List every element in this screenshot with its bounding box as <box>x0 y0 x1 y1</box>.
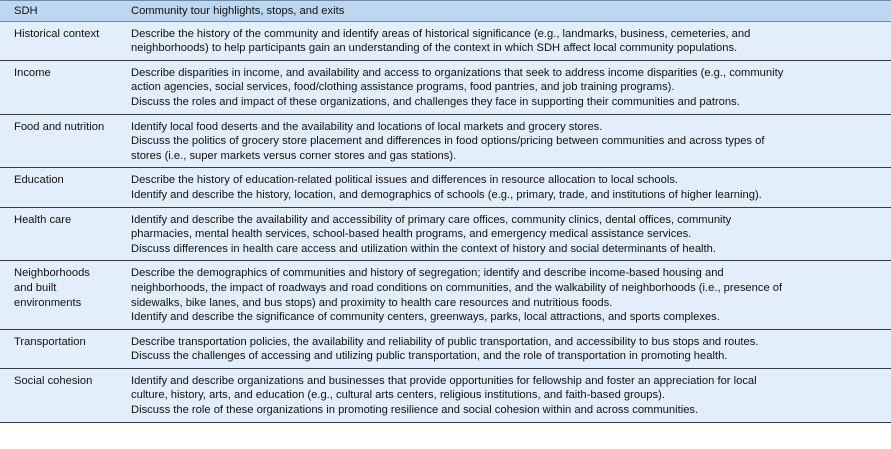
description-line: Discuss the politics of grocery store placement and differences in food options/pricing between communities and across types of <box>131 135 765 148</box>
sdh-category-cell <box>0 60 117 114</box>
description-line: Describe the demographics of communities and history of segregation; identify and describe income-based housing and <box>131 267 724 280</box>
table-body <box>0 21 891 422</box>
table-row <box>0 60 891 114</box>
table-row <box>0 261 891 329</box>
tour-description-cell <box>117 207 891 261</box>
description-line: neighborhoods, the impact of roadways and road conditions on communities, and the walkability of neighborhoods (i.e., presence of <box>131 281 783 294</box>
description-line: Identify and describe the significance of community centers, greenways, parks, local attractions, and sports complexes. <box>131 311 720 324</box>
table-row <box>0 329 891 368</box>
description-line: Discuss differences in health care access and utilization within the context of history and social determinants of health. <box>131 242 716 255</box>
sdh-category-label: environments <box>14 296 82 309</box>
sdh-category-label: Neighborhoods <box>14 267 90 280</box>
description-line: culture, history, arts, and education (e.g., cultural arts centers, religious institutions, and faith-based groups). <box>131 389 665 402</box>
tour-description-cell <box>117 368 891 422</box>
header-sdh: SDH <box>0 1 117 22</box>
description-line: stores (i.e., super markets versus corner stores and gas stations). <box>131 149 457 162</box>
header-highlights: Community tour highlights, stops, and exits <box>117 1 891 22</box>
description-line: Identify and describe organizations and businesses that provide opportunities for fellowship and foster an appreciation for local <box>131 374 757 387</box>
tour-description-cell <box>117 329 891 368</box>
description-line: pharmacies, mental health services, school-based health programs, and emergency medical assistance services. <box>131 228 692 241</box>
sdh-category-label: Food and nutrition <box>14 120 105 133</box>
description-line: Identify and describe the history, location, and demographics of schools (e.g., primary, trade, and institutions of higher learning). <box>131 188 762 201</box>
description-line: Discuss the role of these organizations in promoting resilience and social cohesion within and across communities. <box>131 404 699 417</box>
description-line: Describe the history of the community and identify areas of historical significance (e.g., landmarks, business, cemeteries, and <box>131 27 751 40</box>
sdh-category-cell <box>0 368 117 422</box>
sdh-category-cell <box>0 329 117 368</box>
description-line: Identify local food deserts and the availability and locations of local markets and grocery stores. <box>131 120 603 133</box>
description-line: Describe disparities in income, and availability and access to organizations that seek to address income disparities (e.g., community <box>131 66 784 79</box>
description-line: Identify and describe the availability and accessibility of primary care offices, community clinics, dental offices, community <box>131 213 732 226</box>
sdh-category-cell <box>0 168 117 207</box>
tour-description-cell <box>117 114 891 168</box>
description-line: Describe transportation policies, the availability and reliability of public transportation, and accessibility to bus stops and routes. <box>131 335 759 348</box>
description-line: Discuss the challenges of accessing and utilizing public transportation, and the role of transportation in promoting health. <box>131 350 728 363</box>
description-line: Discuss the roles and impact of these organizations, and challenges they face in supporting their communities and patrons. <box>131 95 740 108</box>
sdh-category-label: Transportation <box>14 335 86 348</box>
description-line: action agencies, social services, food/clothing assistance programs, food pantries, and job training programs). <box>131 81 675 94</box>
tour-description-cell <box>117 21 891 60</box>
table-row <box>0 21 891 60</box>
sdh-category-cell <box>0 207 117 261</box>
sdh-category-label: Education <box>14 174 64 187</box>
description-line: Describe the history of education-related political issues and differences in resource allocation to local schools. <box>131 174 679 187</box>
table-header-row <box>0 1 891 22</box>
sdh-category-cell <box>0 261 117 329</box>
tour-description-cell <box>117 261 891 329</box>
table-row <box>0 207 891 261</box>
table-row <box>0 114 891 168</box>
sdh-category-cell <box>0 114 117 168</box>
description-line: sidewalks, bike lanes, and bus stops) and proximity to health care resources and nutritious foods. <box>131 296 613 309</box>
table-row <box>0 368 891 422</box>
sdh-category-label: Income <box>14 66 51 79</box>
sdh-category-cell <box>0 21 117 60</box>
tour-description-cell <box>117 168 891 207</box>
sdh-category-label: Health care <box>14 213 72 226</box>
description-line: neighborhoods) to help participants gain an understanding of the context in which SDH affect local community populations. <box>131 42 738 55</box>
sdh-category-label: and built <box>14 281 57 294</box>
sdh-category-label: Social cohesion <box>14 374 93 387</box>
tour-description-cell <box>117 60 891 114</box>
sdh-category-label: Historical context <box>14 27 100 40</box>
table-row <box>0 168 891 207</box>
